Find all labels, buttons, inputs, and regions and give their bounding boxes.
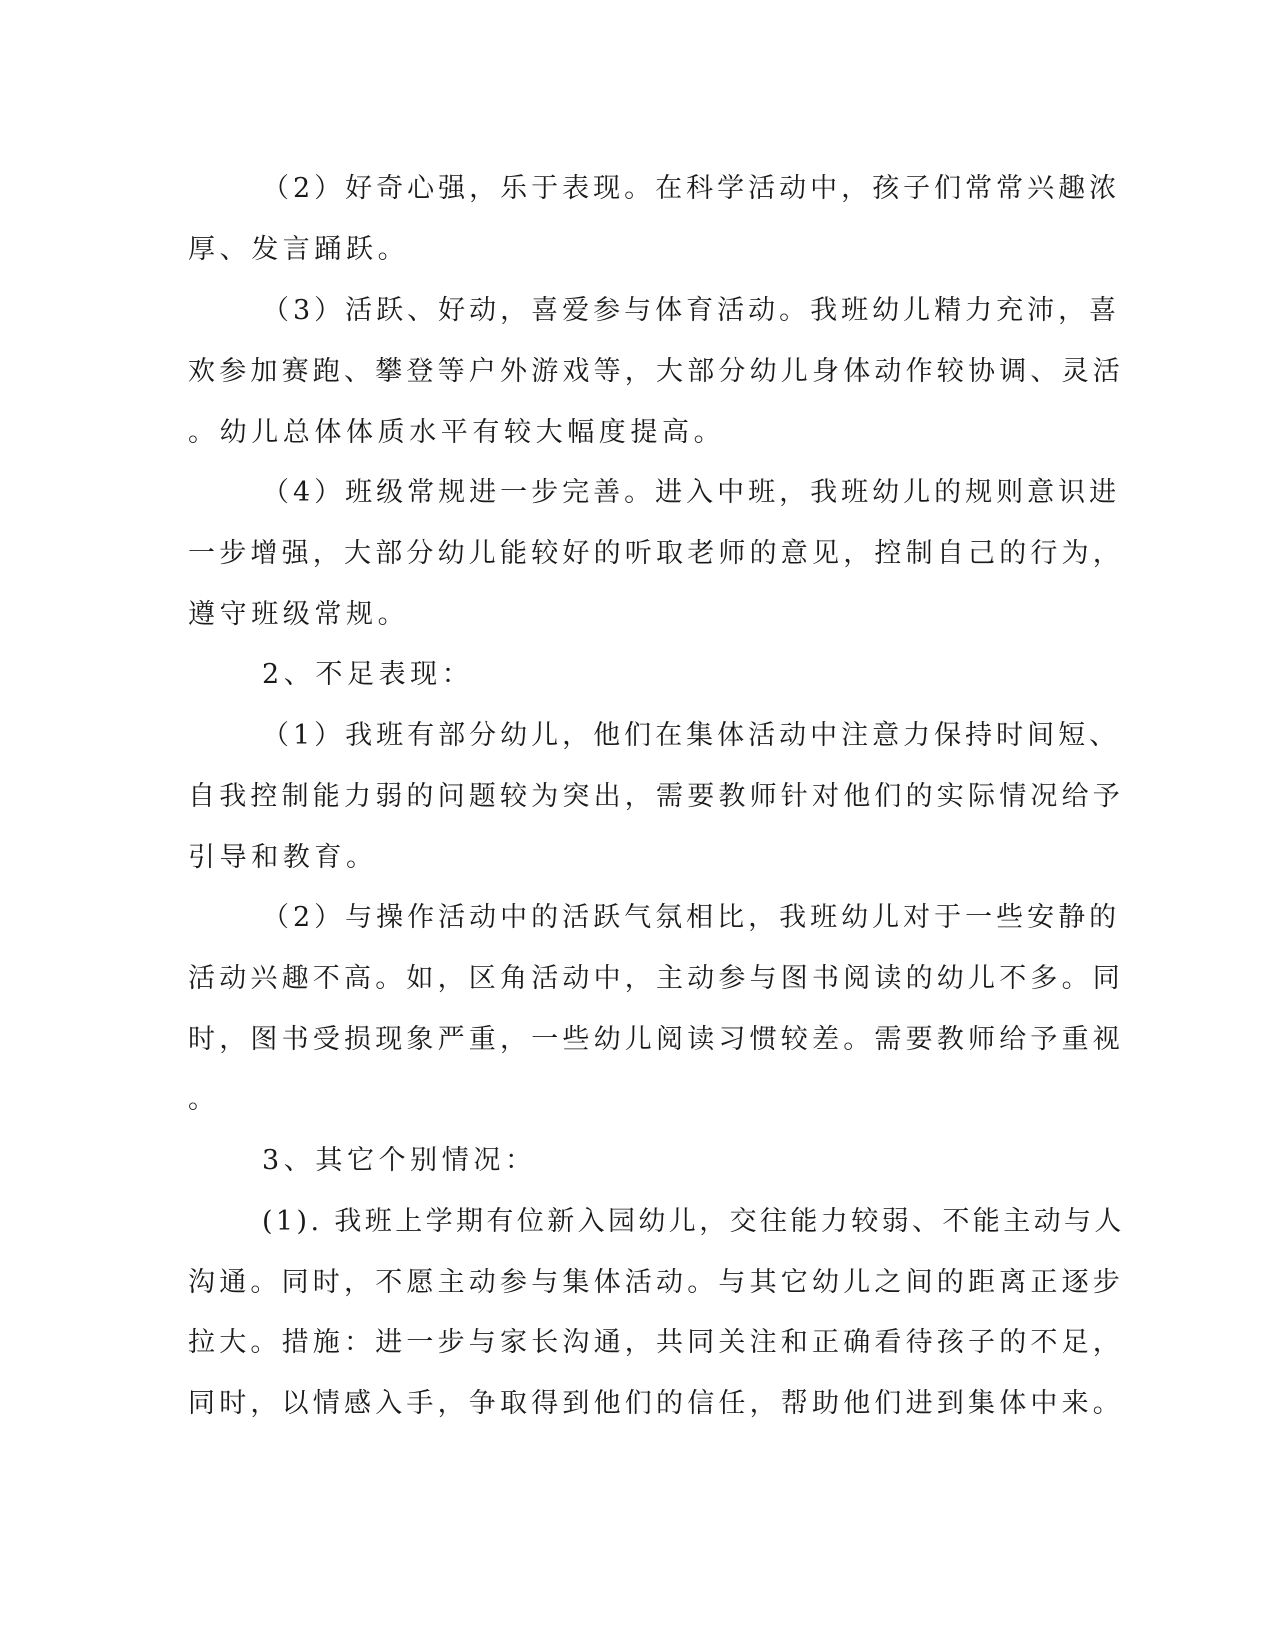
- paragraph-line: 遵守班级常规。: [188, 599, 410, 630]
- paragraph-line: （2）好奇心强，乐于表现。在科学活动中，孩子们常常兴趣浓: [262, 173, 1121, 204]
- paragraph-line: 时，图书受损现象严重，一些幼儿阅读习惯较差。需要教师给予重视: [188, 1024, 1124, 1055]
- paragraph-line: 厚、发言踊跃。: [188, 234, 410, 265]
- paragraph-line: 沟通。同时，不愿主动参与集体活动。与其它幼儿之间的距离正逐步: [188, 1267, 1124, 1298]
- paragraph-line: 欢参加赛跑、攀登等户外游戏等，大部分幼儿身体动作较协调、灵活: [188, 356, 1124, 387]
- paragraph-line: (1). 我班上学期有位新入园幼儿，交往能力较弱、不能主动与人: [262, 1206, 1125, 1237]
- section-heading: 2、不足表现：: [262, 659, 474, 690]
- paragraph-line: 一步增强，大部分幼儿能较好的听取老师的意见，控制自己的行为，: [188, 538, 1124, 569]
- paragraph-line: 同时，以情感入手，争取得到他们的信任，帮助他们进到集体中来。: [188, 1388, 1124, 1419]
- paragraph-line: （2）与操作活动中的活跃气氛相比，我班幼儿对于一些安静的: [262, 902, 1121, 933]
- paragraph-line: （3）活跃、好动，喜爱参与体育活动。我班幼儿精力充沛，喜: [262, 295, 1121, 326]
- paragraph-line: 活动兴趣不高。如，区角活动中，主动参与图书阅读的幼儿不多。同: [188, 963, 1124, 994]
- paragraph-line: 。: [188, 1084, 220, 1115]
- paragraph-line: （1）我班有部分幼儿，他们在集体活动中注意力保持时间短、: [262, 720, 1121, 751]
- paragraph-line: 。幼儿总体体质水平有较大幅度提高。: [188, 417, 726, 448]
- paragraph-line: 自我控制能力弱的问题较为突出，需要教师针对他们的实际情况给予: [188, 781, 1124, 812]
- paragraph-line: 引导和教育。: [188, 842, 378, 873]
- section-heading: 3、其它个别情况：: [262, 1145, 537, 1176]
- paragraph-line: 拉大。措施：进一步与家长沟通，共同关注和正确看待孩子的不足，: [188, 1327, 1124, 1358]
- paragraph-line: （4）班级常规进一步完善。进入中班，我班幼儿的规则意识进: [262, 477, 1121, 508]
